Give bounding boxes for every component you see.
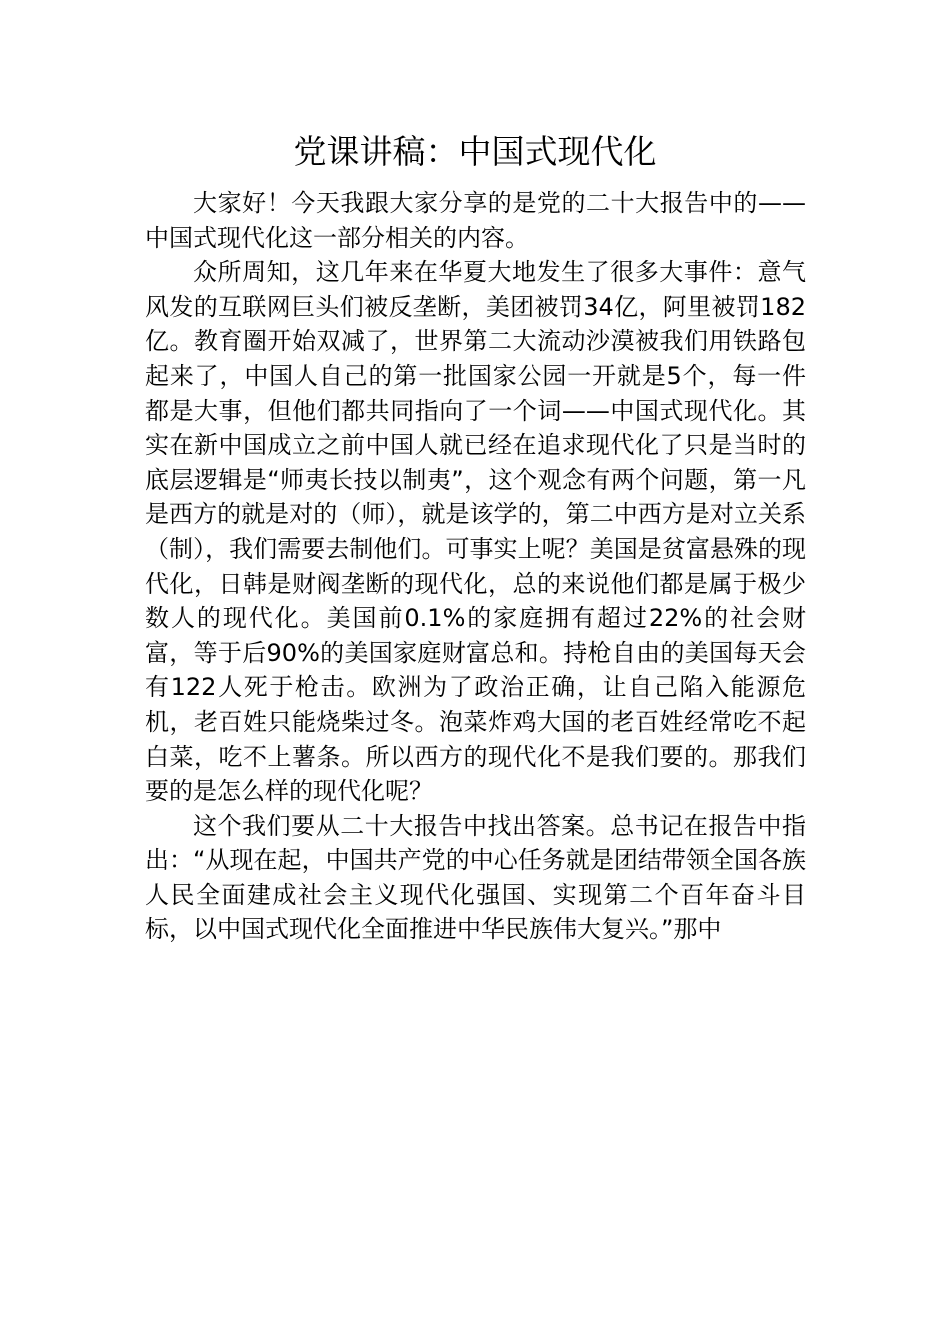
document-title: 党课讲稿：中国式现代化 <box>293 132 657 171</box>
paragraph-background: 众所周知，这几年来在华夏大地发生了很多大事件：意气风发的互联网巨头们被反垄断，美团被罚34亿，阿里被罚182亿。教育圈开始双减了，世界第二大流动沙漠被我们用铁路包起来了，中国人自己的第一批国家公园一开就是5个，每一件都是大事，但他们都共同指向了一个词——中国式现代化。其实在新中国成立之前中国人就已经在追求现代化了只是当时的底层逻辑是“师夷长技以制夷”，这个观念有两个问题，第一凡是西方的就是对的（师），就是该学的，第二中西方是对立关系（制），我们需要去制他们。可事实上呢？美国是贫富悬殊的现代化，日韩是财阀垄断的现代化，总的来说他们都是属于极少数人的现代化。美国前0.1%的家庭拥有超过22%的社会财富，等于后90%的美国家庭财富总和。持枪自由的美国每天会有122人死于枪击。欧洲为了政治正确，让自己陷入能源危机，老百姓只能烧柴过冬。泡菜炸鸡大国的老百姓经常吃不起白菜，吃不上薯条。所以西方的现代化不是我们要的。那我们要的是怎么样的现代化呢？ <box>145 258 806 806</box>
document-body <box>145 186 806 947</box>
paragraph-greeting: 大家好！今天我跟大家分享的是党的二十大报告中的——中国式现代化这一部分相关的内容。 <box>145 189 806 252</box>
paragraph-report: 这个我们要从二十大报告中找出答案。总书记在报告中指出：“从现在起，中国共产党的中心任务就是团结带领全国各族人民全面建成社会主义现代化强国、实现第二个百年奋斗目标，以中国式现代化全面推进中华民族伟大复兴。”那中 <box>145 811 806 944</box>
